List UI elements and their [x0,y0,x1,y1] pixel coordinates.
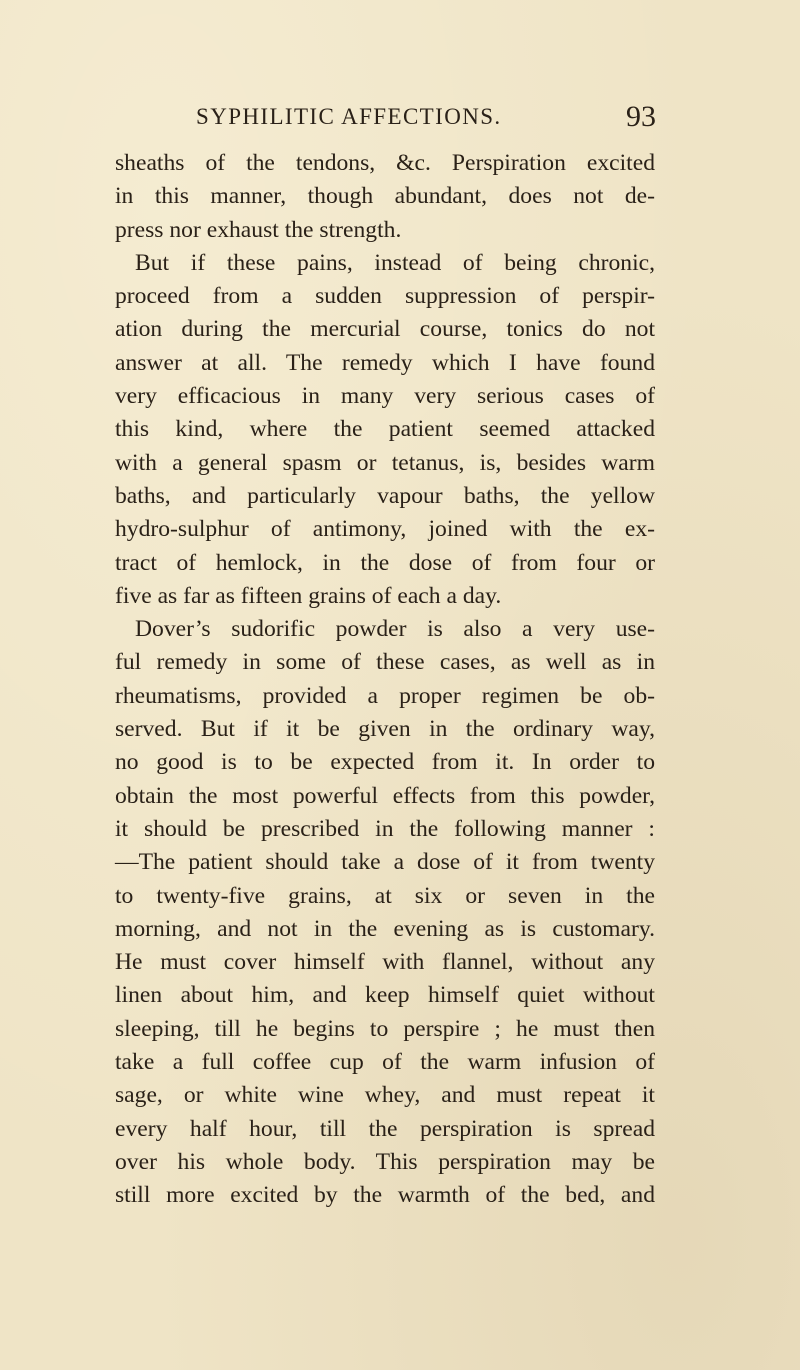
text-line: with a general spasm or tetanus, is, besides warm [115,449,655,476]
text-line: five as far as fifteen grains of each a day. [115,582,502,609]
text-line: sleeping, till he begins to perspire ; he must then [115,1015,655,1042]
text-line: He must cover himself with flannel, without any [115,949,655,976]
text-line: tract of hemlock, in the dose of from four or [115,549,655,576]
text-line: linen about him, and keep himself quiet without [115,982,655,1009]
text-line: hydro-sulphur of antimony, joined with the ex- [115,516,655,543]
running-title: SYPHILITIC AFFECTIONS. [196,104,502,129]
text-line: ful remedy in some of these cases, as well as in [115,649,655,676]
text-line: obtain the most powerful effects from this powder, [115,782,655,809]
text-line: —The patient should take a dose of it from twenty [115,849,655,876]
text-line: answer at all. The remedy which I have found [115,349,655,376]
text-line: take a full coffee cup of the warm infusion of [115,1049,655,1076]
text-line: morning, and not in the evening as is customary. [115,915,655,942]
text-line: still more excited by the warmth of the bed, and [115,1182,655,1209]
text-line: press nor exhaust the strength. [115,216,402,243]
text-line: proceed from a sudden suppression of perspir- [115,283,655,310]
text-line: in this manner, though abundant, does not de- [115,183,655,210]
text-line: sage, or white wine whey, and must repeat it [115,1082,655,1109]
text-line: no good is to be expected from it. In order to [115,749,655,776]
page-number: 93 [626,100,656,133]
text-line: baths, and particularly vapour baths, the yellow [115,482,655,509]
text-line: Dover’s sudorific powder is also a very use- [135,616,655,643]
body-text [115,147,655,1213]
text-line: ation during the mercurial course, tonics do not [115,316,655,343]
text-line: every half hour, till the perspiration is spread [115,1115,655,1142]
text-line: over his whole body. This perspiration may be [115,1148,655,1175]
text-line: sheaths of the tendons, &c. Perspiration excited [115,150,655,176]
text-line: it should be prescribed in the following manner : [115,815,655,842]
text-line: rheumatisms, provided a proper regimen be ob- [115,682,655,709]
text-line: very efficacious in many very serious cases of [115,383,655,410]
text-line: But if these pains, instead of being chronic, [135,249,655,276]
text-line: to twenty-five grains, at six or seven in the [115,882,655,909]
running-head [196,100,656,144]
text-line: served. But if it be given in the ordinary way, [115,716,655,743]
text-line: this kind, where the patient seemed attacked [115,416,655,443]
